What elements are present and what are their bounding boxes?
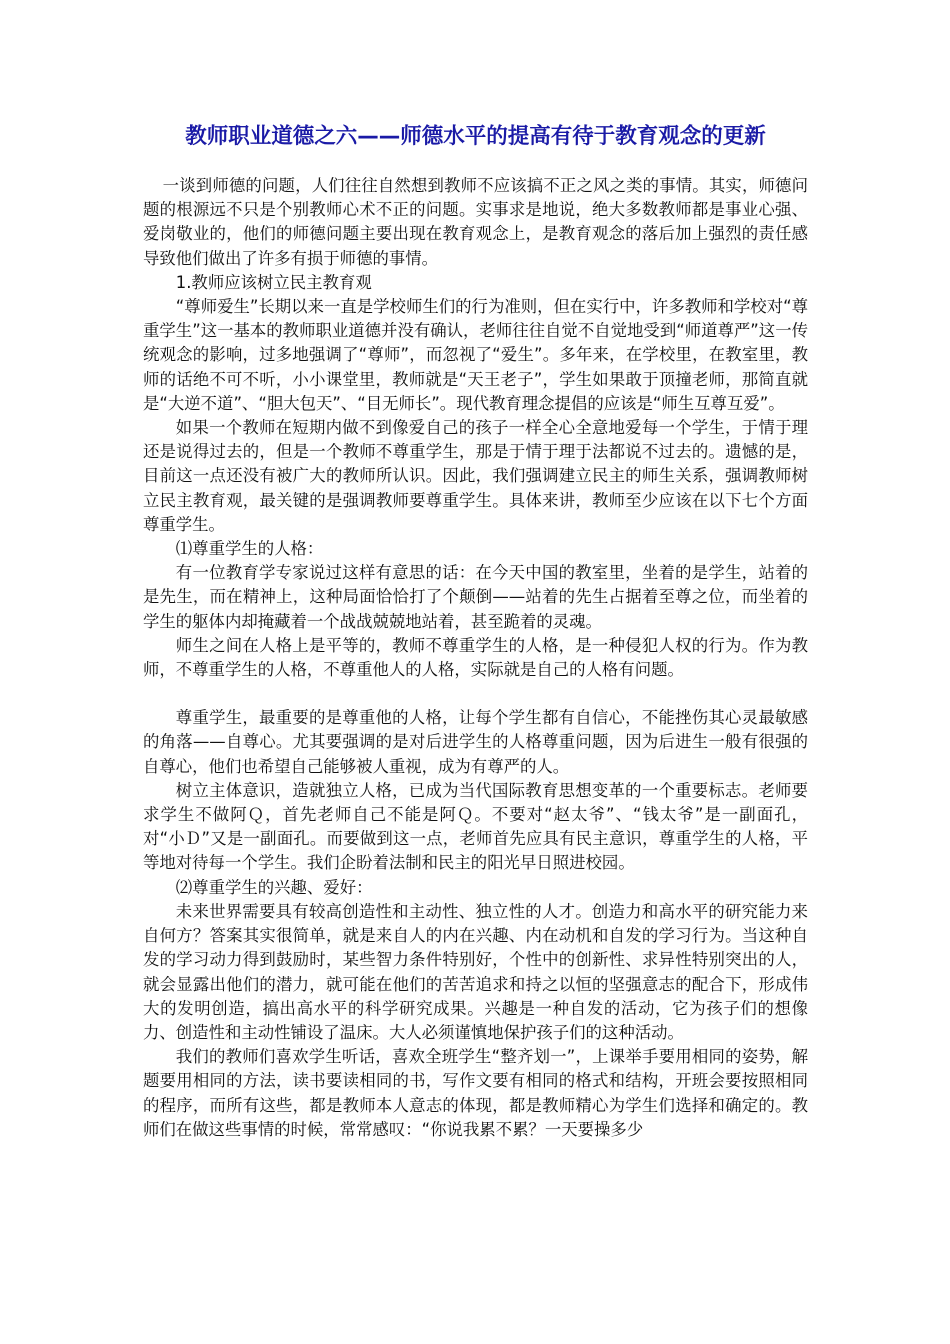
paragraph: 师生之间在人格上是平等的，教师不尊重学生的人格，是一种侵犯人权的行为。作为教师，不尊重学生的人格，不尊重他人的人格，实际就是自己的人格有问题。 [143, 635, 808, 680]
paragraph: 有一位教育学专家说过这样有意思的话：在今天中国的教室里，坐着的是学生，站着的是先生，而在精神上，这种局面恰恰打了个颠倒——站着的先生占据着至尊之位，而坐着的学生的躯体内却掩藏着一个战战兢兢地站着，甚至跪着的灵魂。 [143, 563, 808, 631]
paragraph: 未来世界需要具有较高创造性和主动性、独立性的人才。创造力和高水平的研究能力来自何方？答案其实很简单，就是来自人的内在兴趣、内在动机和自发的学习行为。当这种自发的学习动力得到鼓励时，某些智力条件特别好，个性中的创新性、求异性特别突出的人，就会显露出他们的潜力，就可能在他们的苦苦追求和持之以恒的坚强意志的配合下，形成伟大的发明创造，搞出高水平的科学研究成果。兴趣是一种自发的活动，它为孩子们的想像力、创造性和主动性铺设了温床。大人必须谨慎地保护孩子们的这种活动。 [143, 901, 808, 1042]
subsection-heading-2: ⑵尊重学生的兴趣、爱好： [175, 877, 373, 897]
paragraph: 树立主体意识，造就独立人格，已成为当代国际教育思想变革的一个重要标志。老师要求学生不做阿Ｑ，首先老师自己不能是阿Ｑ。不要对“赵太爷”、“钱太爷”是一副面孔，对“小Ｄ”又是一副面孔。而要做到这一点，老师首先应具有民主意识，尊重学生的人格，平等地对待每一个学生。我们企盼着法制和民主的阳光早日照进校园。 [143, 780, 808, 873]
paragraph: 我们的教师们喜欢学生听话，喜欢全班学生“整齐划一”，上课举手要用相同的姿势，解题要用相同的方法，读书要读相同的书，写作文要有相同的格式和结构，开班会要按照相同的程序，而所有这些，都是教师本人意志的体现，都是教师精心为学生们选择和确定的。教师们在做这些事情的时候，常常感叹：“你说我累不累？一天要操多少 [143, 1047, 808, 1139]
document-title: 教师职业道德之六——师德水平的提高有待于教育观念的更新 [185, 124, 766, 149]
paragraph: 尊重学生，最重要的是尊重他的人格，让每个学生都有自信心，不能挫伤其心灵最敏感的角落——自尊心。尤其要强调的是对后进学生的人格尊重问题，因为后进生一般有很强的自尊心，他们也希望自己能够被人重视，成为有尊严的人。 [143, 708, 808, 776]
document-page [143, 118, 808, 1142]
paragraph: “尊师爱生”长期以来一直是学校师生们的行为准则，但在实行中，许多教师和学校对“尊重学生”这一基本的教师职业道德并没有确认，老师往往自觉不自觉地受到“师道尊严”这一传统观念的影响，过多地强调了“尊师”，而忽视了“爱生”。多年来，在学校里，在教室里，教师的话绝不可不听，小小课堂里，教师就是“天王老子”，学生如果敢于顶撞老师，那简直就是“大逆不道”、“胆大包天”、“目无师长”。现代教育理念提倡的应该是“师生互尊互爱”。 [143, 297, 808, 413]
document-body [143, 174, 808, 1142]
paragraph-intro: 一谈到师德的问题，人们往往自然想到教师不应该搞不正之风之类的事情。其实，师德问题的根源远不只是个别教师心术不正的问题。实事求是地说，绝大多数教师都是事业心强、爱岗敬业的，他们的师德问题主要出现在教育观念上，是教育观念的落后加上强烈的责任感导致他们做出了许多有损于师德的事情。 [143, 176, 808, 268]
section-heading-1: 1.教师应该树立民主教育观 [175, 272, 372, 292]
paragraph: 如果一个教师在短期内做不到像爱自己的孩子一样全心全意地爱每一个学生，于情于理还是说得过去的，但是一个教师不尊重学生，那是于情于理于法都说不过去的。遗憾的是，目前这一点还没有被广大的教师所认识。因此，我们强调建立民主的师生关系，强调教师树立民主教育观，最关键的是强调教师要尊重学生。具体来讲，教师至少应该在以下七个方面尊重学生。 [143, 418, 808, 534]
subsection-heading-1: ⑴尊重学生的人格： [175, 539, 324, 559]
